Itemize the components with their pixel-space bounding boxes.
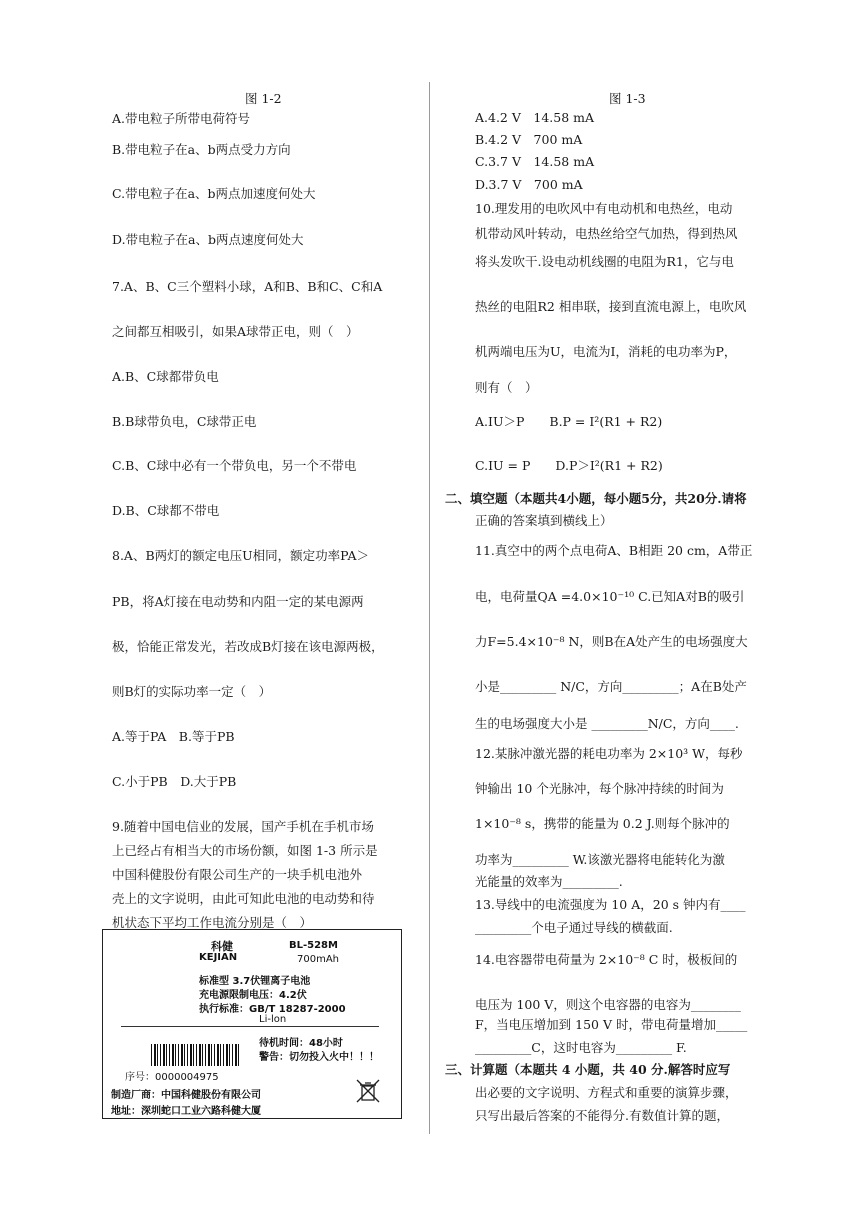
q6-option-c: C.带电粒子在a、b两点加速度何处大 bbox=[112, 186, 316, 201]
q12-line3: 1×10⁻⁸ s，携带的能量为 0.2 J.则每个脉冲的 bbox=[475, 816, 730, 831]
crossed-bin-icon bbox=[355, 1078, 381, 1104]
q11-line1: 11.真空中的两个点电荷A、B相距 20 cm，A带正 bbox=[475, 543, 753, 558]
q14-line3: F，当电压增加到 150 V 时，带电荷量增加_____ bbox=[475, 1017, 748, 1032]
battery-divider bbox=[121, 1026, 379, 1027]
q12-line4: 功率为_________ W.该激光器将电能转化为激 bbox=[475, 852, 725, 867]
battery-serial: 序号：0000004975 bbox=[125, 1072, 219, 1083]
q7-option-d: D.B、C球都不带电 bbox=[112, 503, 220, 518]
battery-model: BL-528M bbox=[289, 940, 338, 951]
q11-line3: 力F=5.4×10⁻⁸ N，则B在A处产生的电场强度大 bbox=[475, 634, 748, 649]
battery-maker: 制造厂商：中国科健股份有限公司 bbox=[111, 1090, 261, 1101]
figure-caption-1-3: 图 1-3 bbox=[609, 91, 646, 106]
q9-stem-line3: 中国科健股份有限公司生产的一块手机电池外 bbox=[112, 867, 363, 882]
q9-option-d: D.3.7 V 700 mA bbox=[475, 177, 583, 192]
q13-line2: _________个电子通过导线的横截面. bbox=[475, 920, 673, 935]
q12-line2: 钟输出 10 个光脉冲，每个脉冲持续的时间为 bbox=[475, 781, 724, 796]
battery-warning: 警告：切勿投入火中！！！ bbox=[259, 1052, 379, 1063]
battery-type: 标准型 3.7伏锂离子电池 bbox=[199, 976, 311, 987]
section-2-heading: 二、填空题（本题共4小题，每小题5分，共20分.请将 bbox=[445, 491, 747, 506]
q7-option-c: C.B、C球中必有一个带负电，另一个不带电 bbox=[112, 458, 357, 473]
q6-option-d: D.带电粒子在a、b两点速度何处大 bbox=[112, 232, 304, 247]
q14-line1: 14.电容器带电荷量为 2×10⁻⁸ C 时，极板间的 bbox=[475, 952, 738, 967]
section-2-heading-cont: 正确的答案填到横线上） bbox=[475, 513, 613, 528]
q9-option-b: B.4.2 V 700 mA bbox=[475, 132, 583, 147]
q8-stem-line4: 则B灯的实际功率一定（ ） bbox=[112, 684, 272, 699]
q14-line2: 电压为 100 V，则这个电容器的电容为________ bbox=[475, 997, 741, 1012]
q8-options-cd: C.小于PB D.大于PB bbox=[112, 774, 237, 789]
section-3-heading-cont2: 只写出最后答案的不能得分.有数值计算的题， bbox=[475, 1108, 729, 1123]
battery-standby: 待机时间：48小时 bbox=[259, 1038, 343, 1049]
q11-line5: 生的电场强度大小是 _________N/C，方向____. bbox=[475, 716, 739, 731]
q10-stem-line4: 热丝的电阻R2 相串联，接到直流电源上，电吹风 bbox=[475, 299, 747, 314]
q9-stem-line4: 壳上的文字说明，由此可知此电池的电动势和待 bbox=[112, 891, 375, 906]
barcode-icon bbox=[151, 1044, 241, 1066]
q10-stem-line2: 机带动风叶转动，电热丝给空气加热，得到热风 bbox=[475, 226, 738, 241]
q12-line5: 光能量的效率为_________. bbox=[475, 874, 623, 889]
q10-stem-line3: 将头发吹干.设电动机线圈的电阻为R1，它与电 bbox=[475, 254, 734, 269]
battery-brand-cn: 科健 bbox=[211, 940, 233, 953]
q7-stem-line1: 7.A、B、C三个塑料小球，A和B、B和C、C和A bbox=[112, 279, 383, 294]
q9-option-a: A.4.2 V 14.58 mA bbox=[475, 110, 595, 125]
q10-options-ab: A.IU＞P B.P = I²(R1 + R2) bbox=[475, 414, 663, 429]
battery-address: 地址：深圳蛇口工业六路科健大厦 bbox=[111, 1106, 261, 1117]
q8-stem-line2: PB，将A灯接在电动势和内阻一定的某电源两 bbox=[112, 594, 364, 609]
figure-caption-1-2: 图 1-2 bbox=[245, 91, 282, 106]
q9-stem-line2: 上已经占有相当大的市场份额，如图 1-3 所示是 bbox=[112, 843, 378, 858]
battery-capacity: 700mAh bbox=[297, 954, 340, 965]
q11-line2: 电，电荷量QA =4.0×10⁻¹⁰ C.已知A对B的吸引 bbox=[475, 589, 745, 604]
q6-option-b: B.带电粒子在a、b两点受力方向 bbox=[112, 142, 291, 157]
q9-option-c: C.3.7 V 14.58 mA bbox=[475, 154, 595, 169]
battery-label-figure bbox=[102, 929, 402, 1119]
q8-stem-line1: 8.A、B两灯的额定电压U相同，额定功率PA＞ bbox=[112, 548, 369, 563]
battery-standard: 执行标准：GB/T 18287-2000 bbox=[199, 1004, 346, 1015]
q9-stem-line1: 9.随着中国电信业的发展，国产手机在手机市场 bbox=[112, 819, 374, 834]
column-divider bbox=[429, 82, 430, 1134]
q14-line4: _________C，这时电容为_________ F. bbox=[475, 1040, 687, 1055]
q8-options-ab: A.等于PA B.等于PB bbox=[112, 729, 235, 744]
q7-option-a: A.B、C球都带负电 bbox=[112, 369, 219, 384]
section-3-heading-cont1: 出必要的文字说明、方程式和重要的演算步骤， bbox=[475, 1085, 738, 1100]
q9-stem-line5: 机状态下平均工作电流分别是（ ） bbox=[112, 915, 313, 930]
q10-stem-line5: 机两端电压为U，电流为I，消耗的电功率为P， bbox=[475, 344, 737, 359]
q13-line1: 13.导线中的电流强度为 10 A，20 s 钟内有____ bbox=[475, 897, 746, 912]
battery-charge-limit: 充电源限制电压：4.2伏 bbox=[199, 990, 307, 1001]
q6-option-a: A.带电粒子所带电荷符号 bbox=[112, 111, 251, 126]
q7-stem-line2: 之间都互相吸引，如果A球带正电，则（ ） bbox=[112, 324, 359, 339]
q8-stem-line3: 极，恰能正常发光，若改成B灯接在该电源两极， bbox=[112, 639, 384, 654]
q10-options-cd: C.IU = P D.P＞I²(R1 + R2) bbox=[475, 458, 663, 473]
battery-chemistry: Li-lon bbox=[259, 1014, 287, 1025]
q10-stem-line1: 10.理发用的电吹风中有电动机和电热丝，电动 bbox=[475, 201, 733, 216]
battery-brand-en: KEJIAN bbox=[199, 952, 238, 963]
section-3-heading: 三、计算题（本题共 4 小题，共 40 分.解答时应写 bbox=[445, 1062, 731, 1077]
q10-stem-line6: 则有（ ） bbox=[475, 380, 538, 395]
q11-line4: 小是_________ N/C，方向_________；A在B处产 bbox=[475, 679, 747, 694]
q12-line1: 12.某脉冲激光器的耗电功率为 2×10³ W，每秒 bbox=[475, 746, 743, 761]
q7-option-b: B.B球带负电，C球带正电 bbox=[112, 414, 257, 429]
